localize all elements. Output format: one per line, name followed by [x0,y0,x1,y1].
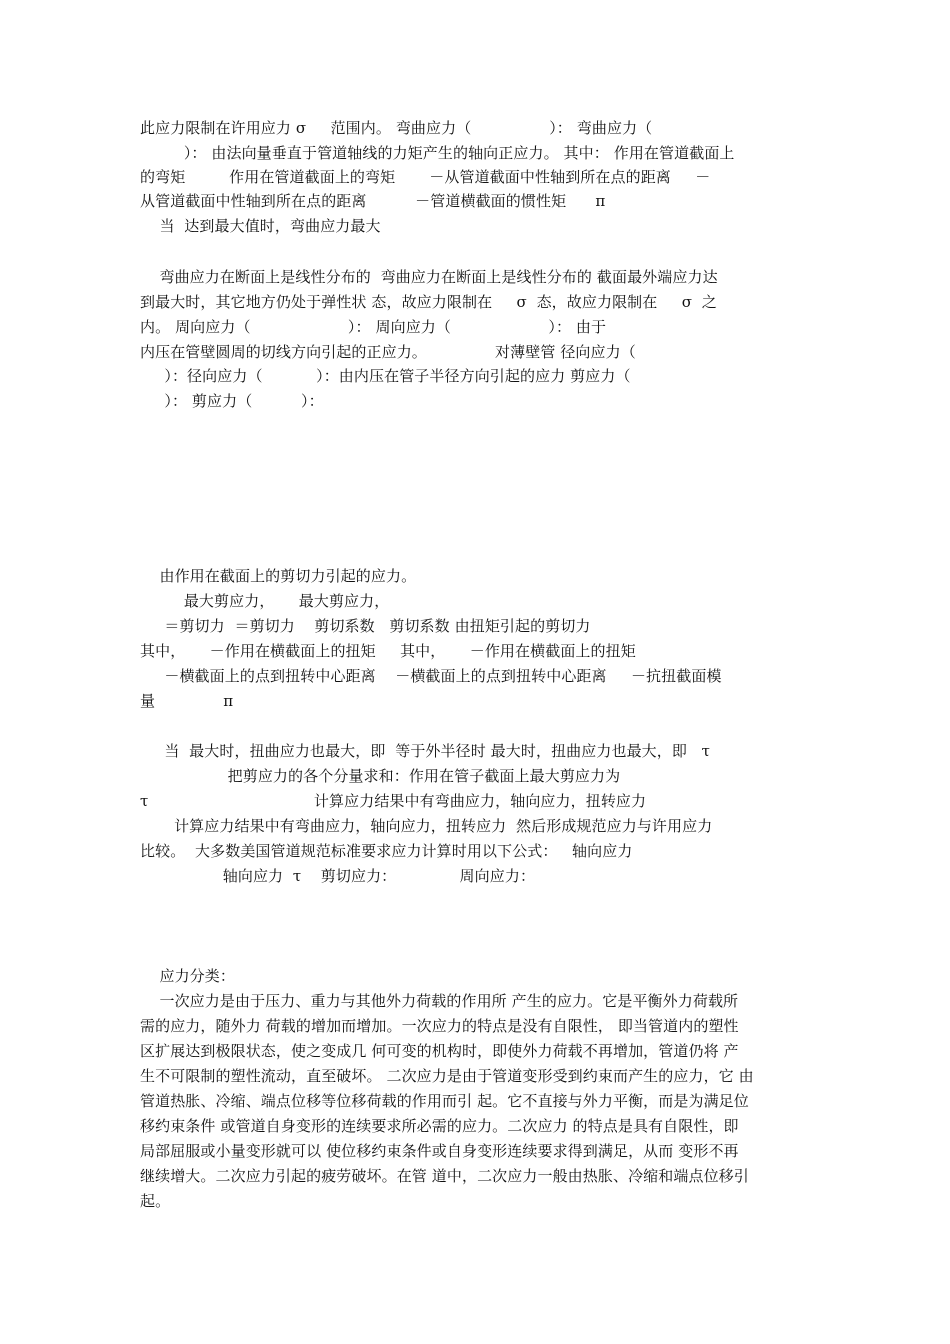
text-line: ）： 剪应力（ ）： [140,392,324,410]
text-line: 弯曲应力在断面上是线性分布的 弯曲应力在断面上是线性分布的 截面最外端应力达 [140,268,718,286]
text-line: 区扩展达到极限状态，使之变成几 何可变的机构时，即使外力荷载不再增加，管道仍将 产 [140,1042,739,1060]
text-line: 当 最大时，扭曲应力也最大，即 等于外半径时 最大时，扭曲应力也最大，即 τ [140,742,710,760]
text-line: 其中， －作用在横截面上的扭矩 其中， －作用在横截面上的扭矩 [140,642,636,660]
text-line: τ 计算应力结果中有弯曲应力，轴向应力，扭转应力 [140,792,647,810]
text-line: 生不可限制的塑性流动，直至破坏。 二次应力是由于管道变形受到约束而产生的应力，它 由 [140,1067,754,1085]
text-line: 比较。 大多数美国管道规范标准要求应力计算时用以下公式： 轴向应力 [140,842,633,860]
text-line: －横截面上的点到扭转中心距离 －横截面上的点到扭转中心距离 －抗扭截面模 [140,667,722,685]
text-line: 当 达到最大值时，弯曲应力最大 [140,217,381,235]
text-line: 内压在管壁圆周的切线方向引起的正应力。 对薄壁管 径向应力（ [140,343,636,361]
text-line: ）：径向应力（ ）：由内压在管子半径方向引起的应力 剪应力（ [140,367,631,385]
text-line: 到最大时，其它地方仍处于弹性状 态，故应力限制在 σ 态，故应力限制在 σ 之 [140,293,717,311]
text-line: 轴向应力 τ 剪切应力： 周向应力： [140,867,536,885]
text-line: ＝剪切力 ＝剪切力 剪切系数 剪切系数 由扭矩引起的剪切力 [140,617,591,635]
text-line: ）： 由法向量垂直于管道轴线的力矩产生的轴向正应力。 其中： 作用在管道截面上 [140,144,735,162]
text-line: 的弯矩 作用在管道截面上的弯矩 －从管道截面中性轴到所在点的距离 － [140,168,711,186]
text-line: 把剪应力的各个分量求和：作用在管子截面上最大剪应力为 [140,767,621,785]
text-line: 从管道截面中性轴到所在点的距离 －管道横截面的惯性矩 π [140,192,606,210]
text-line: 局部屈服或小量变形就可以 使位移约束条件或自身变形连续要求得到满足，从而 变形不再 [140,1142,739,1160]
text-line: 最大剪应力， 最大剪应力， [140,592,390,610]
text-line: 管道热胀、冷缩、端点位移等位移荷载的作用而引 起。它不直接与外力平衡，而是为满足位 [140,1092,749,1110]
text-line: 移约束条件 或管道自身变形的连续要求所必需的应力。二次应力 的特点是具有自限性，即 [140,1117,739,1135]
text-line: 计算应力结果中有弯曲应力，轴向应力，扭转应力 然后形成规范应力与许用应力 [140,817,713,835]
text-line: 内。 周向应力（ ）： 周向应力（ ）： 由于 [140,318,607,336]
text-line: 一次应力是由于压力、重力与其他外力荷载的作用所 产生的应力。它是平衡外力荷载所 [140,992,739,1010]
text-line: 此应力限制在许用应力 σ 范围内。 弯曲应力（ ）： 弯曲应力（ [140,119,653,137]
text-line: 继续增大。二次应力引起的疲劳破坏。在管 道中，二次应力一般由热胀、冷缩和端点位移引 [140,1167,749,1185]
text-line: 应力分类： [140,967,235,985]
text-line: 起。 [140,1192,171,1210]
text-line: 量 π [140,692,234,710]
text-line: 需的应力，随外力 荷载的增加而增加。一次应力的特点是没有自限性， 即当管道内的塑性 [140,1017,739,1035]
text-line: 由作用在截面上的剪切力引起的应力。 [140,567,417,585]
